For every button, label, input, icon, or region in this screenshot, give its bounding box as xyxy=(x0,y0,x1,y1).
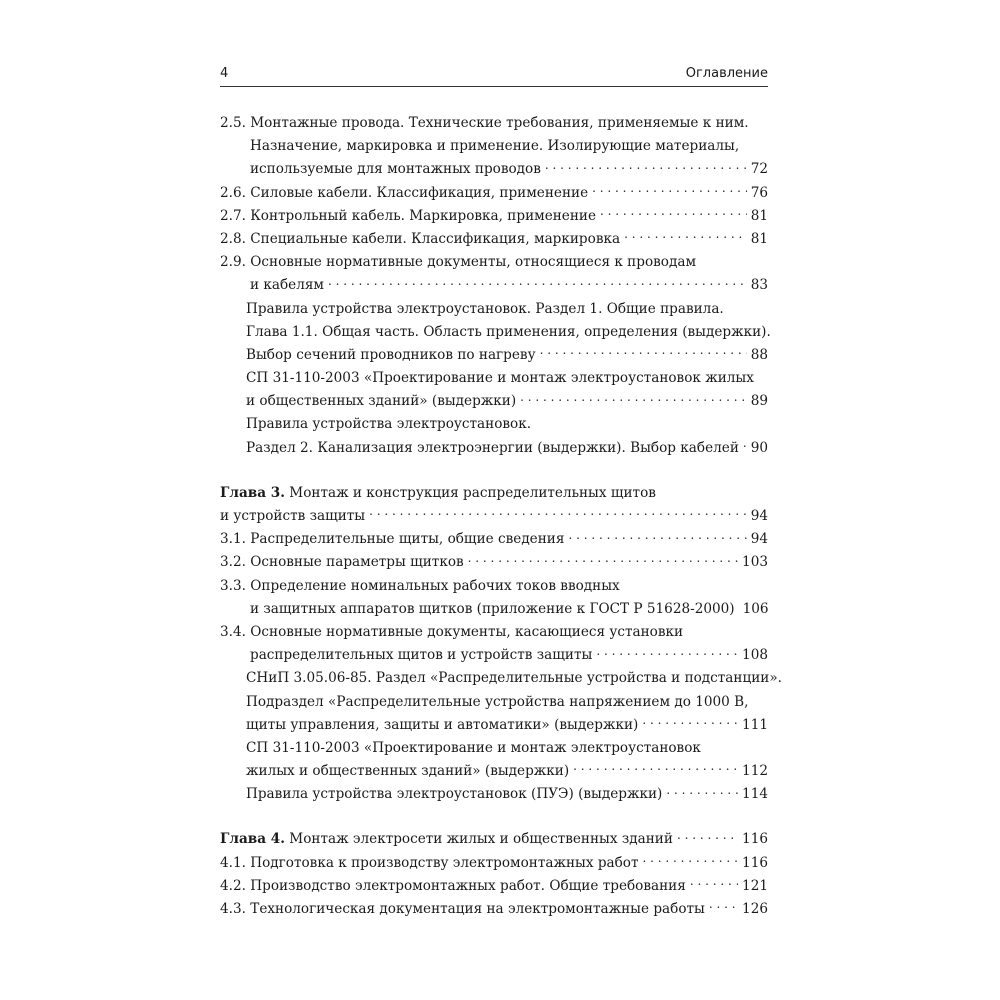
toc-entry-title: 3.2. Основные параметры щитков xyxy=(220,554,464,571)
toc-entry xyxy=(220,251,768,274)
toc-entry-title: Глава 1.1. Общая часть. Область применения, определения (выдержки). xyxy=(246,323,771,340)
toc-entry xyxy=(220,828,768,851)
toc-page-number: 83 xyxy=(750,277,768,294)
chapter-label: Глава 3. xyxy=(220,484,285,501)
toc-entry-title: Правила устройства электроустановок. Раздел 1. Общие правила. xyxy=(246,300,724,317)
toc-entry-title: 3.4. Основные нормативные документы, касающиеся установки xyxy=(220,623,684,640)
toc-entry xyxy=(220,390,768,413)
toc-entry xyxy=(220,898,768,921)
toc-entry xyxy=(220,298,768,321)
toc-entry xyxy=(220,344,768,367)
toc-entry-title: и защитных аппаратов щитков (приложение к ГОСТ Р 51628-2000) xyxy=(250,600,735,617)
toc-page-number: 116 xyxy=(742,831,768,848)
toc-entry-title: СП 31-110-2003 «Проектирование и монтаж электроустановок жилых xyxy=(246,370,754,387)
section-gap xyxy=(220,806,768,828)
toc-page-number: 114 xyxy=(742,786,768,803)
toc-entry-title: 4.3. Технологическая документация на электромонтажные работы xyxy=(220,901,705,917)
toc-entry xyxy=(220,437,768,460)
toc-page-number: 103 xyxy=(742,554,768,571)
dot-leader xyxy=(540,345,747,359)
toc-entry-title: 2.9. Основные нормативные документы, относящиеся к проводам xyxy=(220,254,697,271)
dot-leader xyxy=(328,276,747,290)
toc-entry xyxy=(220,135,768,158)
toc-entry xyxy=(220,667,782,690)
toc-entry-title: Глава 4. Монтаж электросети жилых и общественных зданий xyxy=(220,831,673,848)
toc-entry xyxy=(220,112,768,135)
toc-page-number: 94 xyxy=(750,531,768,548)
toc-entry-title: Глава 3. Монтаж и конструкция распределительных щитов xyxy=(220,484,656,501)
toc-entry xyxy=(220,714,768,737)
toc-entry-title: СНиП 3.05.06-85. Раздел «Распределительные устройства и подстанции». xyxy=(246,670,782,687)
dot-leader xyxy=(520,392,747,406)
toc-entry xyxy=(220,551,768,574)
toc-entry-title: и общественных зданий» (выдержки) xyxy=(246,393,517,410)
toc-entry xyxy=(220,505,768,528)
section-gap xyxy=(220,460,768,482)
toc-entry xyxy=(220,413,768,436)
toc-entry xyxy=(220,274,768,297)
toc-page-number: 111 xyxy=(742,716,768,733)
toc-entry-title: Правила устройства электроустановок. xyxy=(246,416,532,433)
dot-leader xyxy=(596,646,738,660)
toc-entry-title: Правила устройства электроустановок (ПУЭ) (выдержки) xyxy=(246,786,663,803)
toc-page-number: 81 xyxy=(750,230,768,247)
toc-entry-title: Назначение, маркировка и применение. Изолирующие материалы, xyxy=(250,138,740,155)
toc-page-number: 72 xyxy=(750,161,768,178)
toc-entry-title: 2.8. Специальные кабели. Классификация, маркировка xyxy=(220,230,621,247)
toc-entry xyxy=(220,528,768,551)
toc-entry xyxy=(220,621,768,644)
dot-leader xyxy=(709,899,738,913)
toc-page-number: 112 xyxy=(742,763,768,780)
toc-page-number: 94 xyxy=(750,508,768,524)
toc-entry-title: СП 31-110-2003 «Проектирование и монтаж электроустановок xyxy=(246,739,701,756)
toc-entry-title: 3.1. Распределительные щиты, общие сведения xyxy=(220,531,565,548)
dot-leader xyxy=(642,715,738,729)
dot-leader xyxy=(666,785,738,799)
dot-leader xyxy=(573,761,738,775)
toc-entry-title: жилых и общественных зданий» (выдержки) xyxy=(246,763,570,780)
toc-page-number: 126 xyxy=(742,901,768,917)
dot-leader xyxy=(624,229,747,243)
toc-entry-title: щиты управления, защиты и автоматики» (выдержки) xyxy=(246,716,639,733)
toc-page-number: 121 xyxy=(742,877,768,894)
dot-leader xyxy=(545,160,747,174)
toc-page-number: 90 xyxy=(750,439,768,456)
toc-entry-title: 4.1. Подготовка к производству электромонтажных работ xyxy=(220,854,639,871)
toc-entry-title: распределительных щитов и устройств защиты xyxy=(250,647,593,664)
dot-leader xyxy=(369,506,747,520)
toc-entry-title: 2.7. Контрольный кабель. Маркировка, применение xyxy=(220,207,597,224)
toc-entry-title: 4.2. Производство электромонтажных работ. Общие требования xyxy=(220,877,686,894)
toc-entry xyxy=(220,205,768,228)
toc-entry xyxy=(220,158,768,181)
toc-page-number: 108 xyxy=(742,647,768,664)
dot-leader xyxy=(690,876,738,890)
running-header xyxy=(220,64,768,87)
dot-leader xyxy=(600,206,747,220)
toc-entry xyxy=(220,875,768,898)
toc-entry xyxy=(220,182,768,205)
dot-leader xyxy=(643,853,739,867)
dot-leader xyxy=(568,530,746,544)
toc-entry xyxy=(220,367,768,390)
toc-entry-title: 3.3. Определение номинальных рабочих токов вводных xyxy=(220,577,620,594)
toc-entry xyxy=(220,760,768,783)
toc-entry-title: используемые для монтажных проводов xyxy=(250,161,541,178)
toc-entry-title: и кабелям xyxy=(250,277,324,294)
toc-entry xyxy=(220,783,768,806)
toc-page-number: 76 xyxy=(750,184,768,201)
toc-entry xyxy=(220,691,768,714)
toc-entry-title: 2.5. Монтажные провода. Технические требования, применяемые к ним. xyxy=(220,115,749,131)
toc-entry-title: и устройств защиты xyxy=(220,508,366,524)
toc-entry-title: Раздел 2. Канализация электроэнергии (выдержки). Выбор кабелей xyxy=(246,439,739,456)
toc-entry xyxy=(220,321,771,344)
toc-entry xyxy=(220,482,768,505)
toc-entry xyxy=(220,737,768,760)
dot-leader xyxy=(743,438,747,452)
toc-entry xyxy=(220,644,768,667)
chapter-label: Глава 4. xyxy=(220,831,285,848)
toc-page-number: 88 xyxy=(750,346,768,363)
toc-page-number: 81 xyxy=(750,207,768,224)
toc-entry xyxy=(220,852,768,875)
toc-entry-title: Выбор сечений проводников по нагреву xyxy=(246,346,536,363)
toc-entry xyxy=(220,575,768,598)
toc-entry xyxy=(220,598,768,621)
page-number: 4 xyxy=(220,66,229,81)
dot-leader xyxy=(677,830,738,844)
toc-page-number: 116 xyxy=(742,854,768,871)
dot-leader xyxy=(592,183,747,197)
toc-page-number: 89 xyxy=(750,393,768,410)
running-title: Оглавление xyxy=(685,66,768,81)
toc-entry-title: 2.6. Силовые кабели. Классификация, применение xyxy=(220,184,589,201)
table-of-contents xyxy=(220,112,782,921)
dot-leader xyxy=(468,553,738,567)
toc-entry-title: Подраздел «Распределительные устройства напряжением до 1000 В, xyxy=(246,693,749,710)
toc-entry xyxy=(220,228,768,251)
toc-page-number: 106 xyxy=(742,600,769,617)
